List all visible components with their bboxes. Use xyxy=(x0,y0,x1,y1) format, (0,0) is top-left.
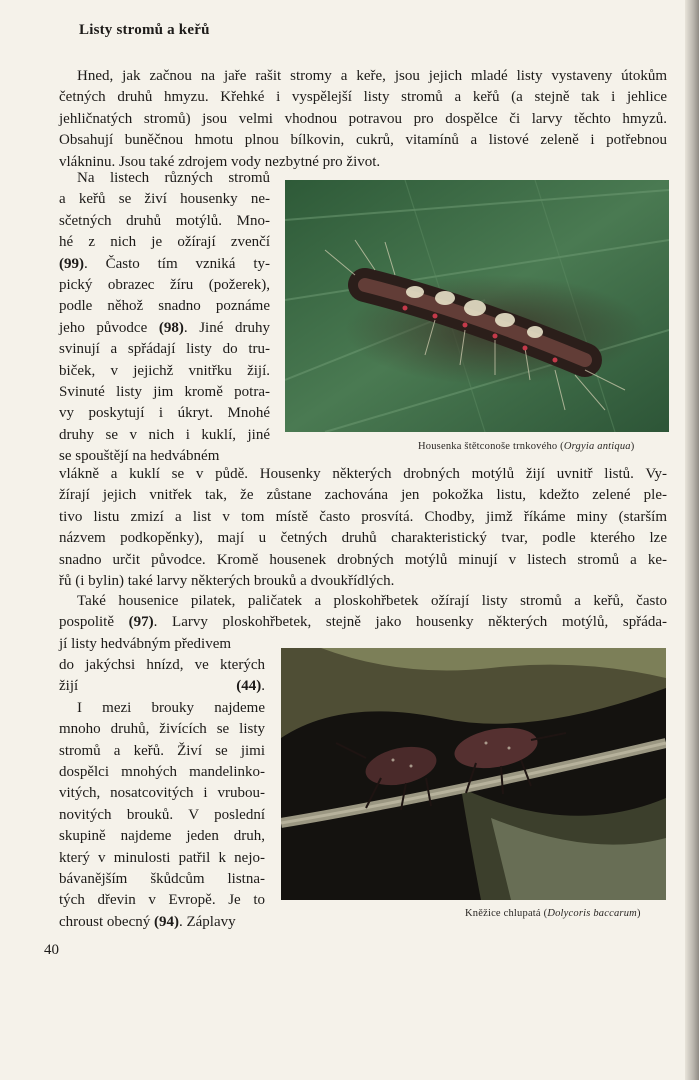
text-line: mnoho druhů, živících se listy xyxy=(59,721,265,738)
text-line: četných druhů hmyzu. Křehké i vyspělejší listy stromů a keřů (a stejně tak i jehlice xyxy=(59,89,667,106)
text-line: žírají jejich vnitřek tak, že zůstane zachována jen pokožka listu, kdežto zelené ple- xyxy=(59,487,667,504)
text-line: a keřů se živí housenky ne- xyxy=(59,191,270,208)
text-line: snadno určit původce. Kromě housenek drobných motýlů minují v listech stromů a ke- xyxy=(59,551,667,568)
text-line: jí listy hedvábným předivem xyxy=(59,635,232,652)
shield-bug-photo xyxy=(281,648,666,900)
caterpillar-caption: Housenka štětconoše trnkového (Orgyia antiqua) xyxy=(418,441,635,452)
text-line: žijí (44). xyxy=(59,678,265,695)
text-line: vlákninu. Jsou také zdrojem vody nezbytné pro život. xyxy=(59,153,381,170)
text-line: I mezi brouky najdeme xyxy=(77,699,265,716)
shield-bug-photo-image xyxy=(281,648,666,900)
text-line: dospělci mnohých mandelinko- xyxy=(59,764,265,781)
text-line: Také housenice pilatek, paličatek a ploskohřbetek ožírají listy stromů a keřů, často xyxy=(77,593,667,609)
text-line: do jakýchsi hnízd, ve kterých xyxy=(59,657,265,673)
page-edge-shadow xyxy=(685,0,699,1080)
text-line: tých dřevin v Evropě. Je to xyxy=(59,892,265,909)
text-line: vy poskytují i úkryt. Mnohé xyxy=(59,405,270,422)
section-heading: Listy stromů a keřů xyxy=(79,22,210,38)
text-line: pospolitě (97). Larvy ploskohřbetek, stejně jako housenky některých motýlů, spřáda- xyxy=(59,614,668,631)
text-line: pický obrazec žíru (požerek), xyxy=(59,277,270,294)
text-line: druhy se v nich i kuklí, jiné xyxy=(59,426,270,443)
text-line: hé z nich je ožírají zvenčí xyxy=(59,234,270,251)
text-line: který v minulosti patřil k nejo- xyxy=(59,849,265,866)
text-line: (99). Často tím vzniká ty- xyxy=(59,255,270,272)
page-number: 40 xyxy=(44,942,59,958)
text-line: Obsahují buněčnou hmotu plnou bílkovin, cukrů, vitamínů a listové zeleně i potřebnou xyxy=(59,132,667,149)
shield-bug-caption: Kněžice chlupatá (Dolycoris baccarum) xyxy=(465,908,641,919)
text-line: chroust obecný (94). Záplavy xyxy=(59,913,236,930)
text-line: novitých brouků. V poslední xyxy=(59,806,265,823)
text-line: vlákně a kuklí se v půdě. Housenky některých drobných motýlů žijí uvnitř listů. Vy- xyxy=(59,466,667,482)
text-line: jeho původce (98). Jiné druhy xyxy=(59,319,270,336)
text-line: řů (i bylin) také larvy některých brouků a dvoukřídlých. xyxy=(59,573,395,590)
text-line: tivo listu zmizí a list v tom místě často prosvítá. Chodby, jimž říkáme miny (starším xyxy=(59,508,667,525)
text-line: sčetných druhů motýlů. Mno- xyxy=(59,212,270,229)
caterpillar-photo xyxy=(285,180,669,432)
text-line: jehličnatých stromů) jsou velmi vhodnou potravou pro dospělce či larvy těchto hmyzů. xyxy=(59,110,667,127)
text-line: Svinuté listy jim kromě potra- xyxy=(59,384,270,401)
text-line: svinují a spřádají listy do tru- xyxy=(59,341,270,358)
text-line: bávanějším škůdcům listna- xyxy=(59,871,265,888)
caterpillar-photo-image xyxy=(285,180,669,432)
full-width-paragraph-2 xyxy=(59,464,667,592)
full-width-paragraph-3 xyxy=(59,591,667,655)
text-line: Na listech různých stromů xyxy=(77,170,270,186)
text-line: vitých, nosatcovitých i vrubou- xyxy=(59,785,265,802)
text-line: se spouštějí na hedvábném xyxy=(59,448,220,465)
text-line: biček, v jejichž vnitřku žijí. xyxy=(59,362,270,379)
left-column-paragraph-1 xyxy=(59,168,270,468)
intro-paragraph xyxy=(59,66,667,173)
left-column-paragraph-4 xyxy=(59,655,265,933)
text-line: Hned, jak začnou na jaře rašit stromy a keře, jsou jejich mladé listy vystaveny útokům xyxy=(77,68,667,84)
text-line: skupině najdeme jeden druh, xyxy=(59,828,265,845)
text-line: názvem podkopěnky), mají u četných druhů charakteristický tvar, podle kterého lze xyxy=(59,530,667,547)
text-line: stromů a keřů. Živí se jimi xyxy=(59,742,265,759)
text-line: podle něhož snadno poznáme xyxy=(59,298,270,315)
